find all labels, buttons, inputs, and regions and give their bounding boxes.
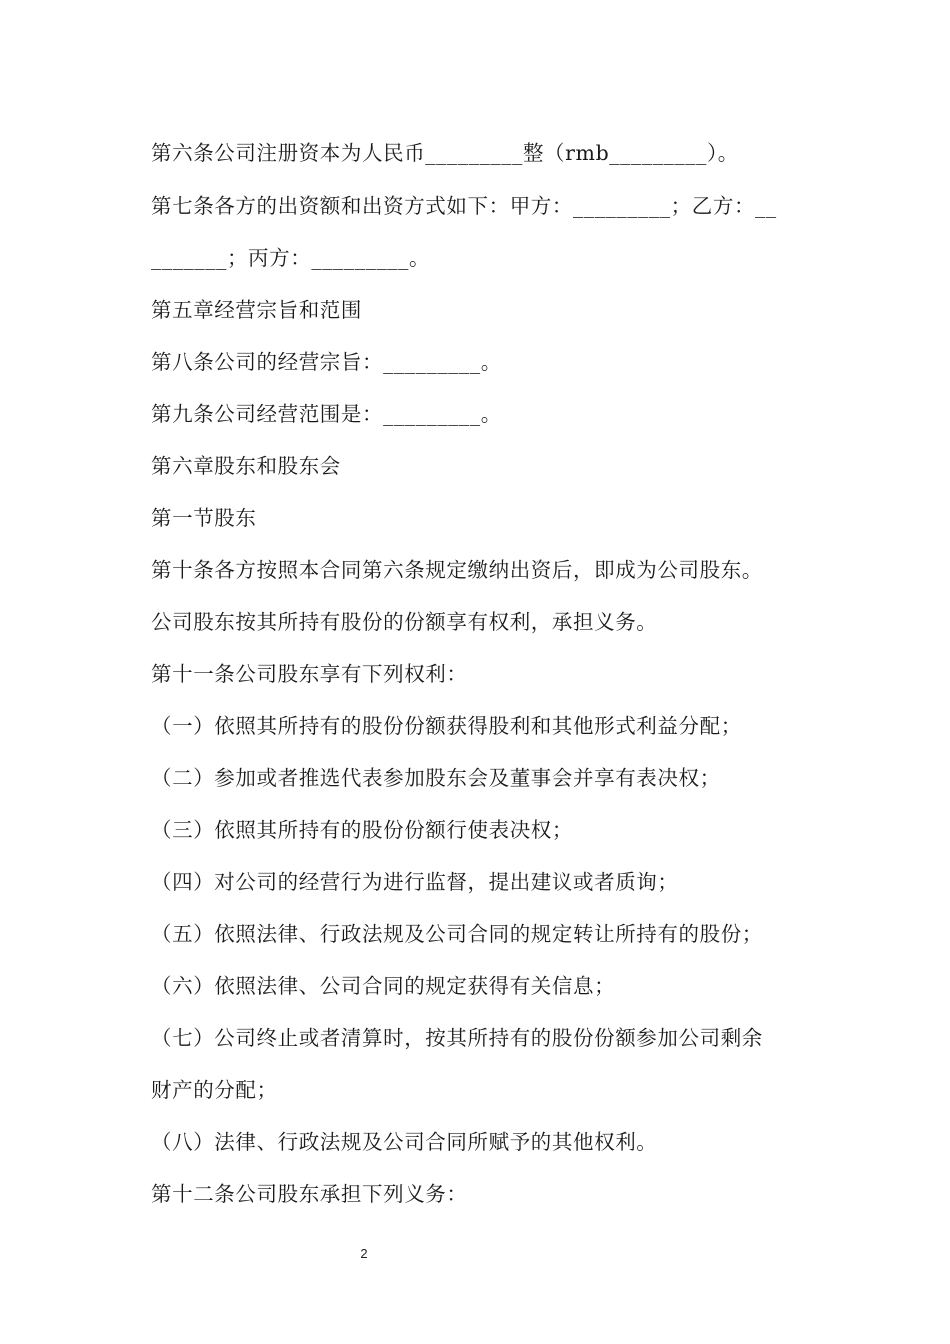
chapter-5-heading: 第五章经营宗旨和范围 <box>151 298 362 322</box>
chapter-6-heading: 第六章股东和股东会 <box>151 454 341 478</box>
right-item-1: （一）依照其所持有的股份份额获得股利和其他形式利益分配； <box>151 714 742 738</box>
article-7-continuation: _______；丙方：_________。 <box>151 246 431 270</box>
article-10-continuation: 公司股东按其所持有股份的份额享有权利，承担义务。 <box>151 610 658 634</box>
right-item-7-continuation: 财产的分配； <box>151 1078 278 1102</box>
right-item-4: （四）对公司的经营行为进行监督，提出建议或者质询； <box>151 870 679 894</box>
section-1-heading: 第一节股东 <box>151 506 257 530</box>
article-9-business-scope: 第九条公司经营范围是：_________。 <box>151 402 502 426</box>
right-item-8: （八）法律、行政法规及公司合同所赋予的其他权利。 <box>151 1130 658 1154</box>
article-6-registered-capital: 第六条公司注册资本为人民币_________整（rmb_________）。 <box>151 141 739 165</box>
right-item-3: （三）依照其所持有的股份份额行使表决权； <box>151 818 573 842</box>
article-11-rights-heading: 第十一条公司股东享有下列权利： <box>151 662 468 686</box>
page-number: 2 <box>360 1246 368 1261</box>
right-item-7: （七）公司终止或者清算时，按其所持有的股份份额参加公司剩余 <box>151 1026 763 1050</box>
article-10-shareholders: 第十条各方按照本合同第六条规定缴纳出资后，即成为公司股东。 <box>151 558 763 582</box>
right-item-5: （五）依照法律、行政法规及公司合同的规定转让所持有的股份； <box>151 922 763 946</box>
article-12-obligations-heading: 第十二条公司股东承担下列义务： <box>151 1182 468 1206</box>
article-8-business-purpose: 第八条公司的经营宗旨：_________。 <box>151 350 502 374</box>
right-item-6: （六）依照法律、公司合同的规定获得有关信息； <box>151 974 616 998</box>
right-item-2: （二）参加或者推选代表参加股东会及董事会并享有表决权； <box>151 766 721 790</box>
article-7-capital-contribution: 第七条各方的出资额和出资方式如下：甲方：_________；乙方：__ <box>151 194 777 218</box>
